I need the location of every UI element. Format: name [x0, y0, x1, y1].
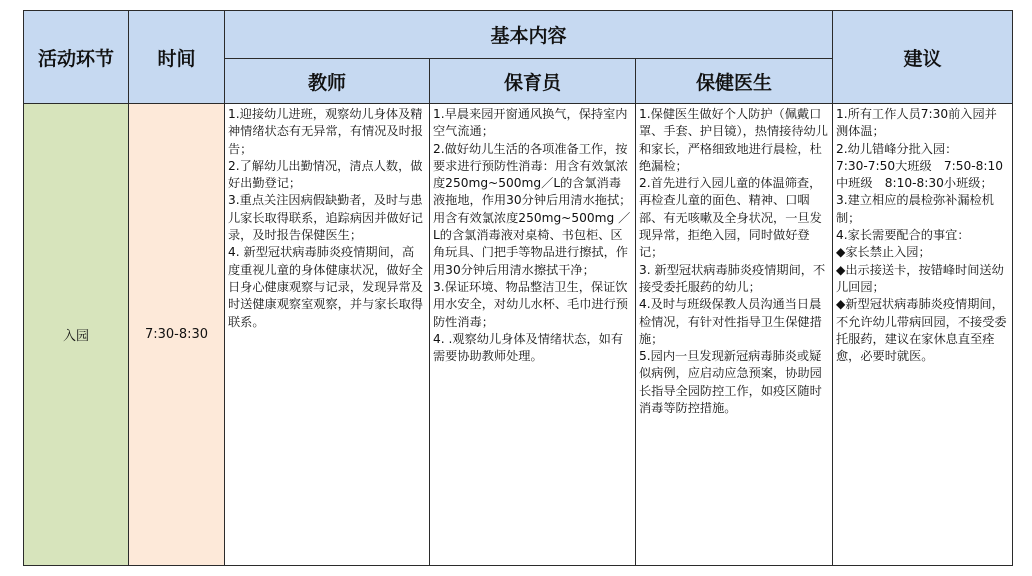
caregiver-item: 3.保证环境、物品整洁卫生，保证饮用水安全，对幼儿水杯、毛巾进行预防性消毒； — [433, 279, 628, 329]
advice-item: 3.建立相应的晨检弥补漏检机制； — [836, 193, 994, 225]
header-stage: 活动环节 — [24, 11, 129, 104]
advice-item: 4.家长需要配合的事宜： — [836, 228, 970, 243]
schedule-table — [23, 10, 1013, 566]
header-content: 基本内容 — [225, 11, 833, 59]
doctor-item: 3. 新型冠状病毒肺炎疫情期间，不接受委托服药的幼儿； — [639, 262, 826, 294]
header-doctor: 保健医生 — [636, 59, 833, 104]
caregiver-item: 1.早晨来园开窗通风换气，保持室内空气流通； — [433, 107, 628, 139]
advice-item: 1.所有工作人员7:30前入园并测体温； — [836, 107, 997, 139]
advice-cell — [833, 104, 1013, 566]
caregiver-item: 4. .观察幼儿身体及情绪状态，如有需要协助教师处理。 — [433, 331, 624, 364]
teacher-item: 3.重点关注因病假缺勤者，及时与患儿家长取得联系，追踪病因并做好记录，及时报告保健医生； — [228, 193, 423, 243]
header-teacher: 教师 — [225, 59, 430, 104]
doctor-item: 4.及时与班级保教人员沟通当日晨检情况，有针对性指导卫生保健措施； — [639, 297, 822, 346]
caregiver-cell — [430, 104, 636, 566]
advice-item: 7:30-7:50大班级 7:50-8:10中班级 8:10-8:30小班级； — [836, 158, 1004, 191]
doctor-item: 5.园内一旦发现新冠病毒肺炎或疑似病例，应启动应急预案，协助园长指导全园防控工作，如疫区随时消毒等防控措施。 — [639, 349, 822, 416]
stage-cell: 入园 — [24, 104, 129, 566]
advice-item: 2.幼儿错峰分批入园： — [836, 141, 958, 156]
teacher-item: 4. 新型冠状病毒肺炎疫情期间，高度重视儿童的身体健康状况，做好全日身心健康观察与记录，发现异常及时送健康观察室观察，并与家长取得联系。 — [228, 245, 423, 329]
advice-item: ◆出示接送卡，按错峰时间送幼儿回园； — [836, 262, 1004, 294]
teacher-cell — [225, 104, 430, 566]
advice-item: ◆家长禁止入园； — [836, 245, 931, 260]
caregiver-item: 2.做好幼儿生活的各项准备工作，按要求进行预防性消毒：用含有效氯浓度250mg~500mg／L的含氯消毒液拖地，作用30分钟后用清水拖拭；用含有效氯浓度250mg~500mg ／L的含氯消毒液对桌椅、书包柜、区角玩具、门把手等物品进行擦拭，作用30分钟后用清水擦拭干净； — [433, 141, 632, 277]
header-advice: 建议 — [833, 11, 1013, 104]
teacher-item: 1.迎接幼儿进班，观察幼儿身体及精神情绪状态有无异常，有情况及时报告； — [228, 107, 423, 156]
advice-item: ◆新型冠状病毒肺炎疫情期间，不允许幼儿带病回园，不接受委托服药，建议在家休息直至痊愈，必要时就医。 — [836, 297, 1007, 364]
header-time: 时间 — [129, 11, 225, 104]
time-cell: 7:30-8:30 — [129, 104, 225, 566]
header-caregiver: 保育员 — [430, 59, 636, 104]
doctor-item: 2.首先进行入园儿童的体温筛查，再检查儿童的面色、精神、口咽部、有无咳嗽及全身状况，一旦发现异常，拒绝入园，同时做好登记； — [639, 176, 822, 260]
doctor-cell — [636, 104, 833, 566]
doctor-item: 1.保健医生做好个人防护（佩戴口罩、手套、护目镜），热情接待幼儿和家长，严格细致地进行晨检，杜绝漏检； — [639, 107, 828, 173]
teacher-item: 2.了解幼儿出勤情况，清点人数，做好出勤登记； — [228, 158, 423, 191]
